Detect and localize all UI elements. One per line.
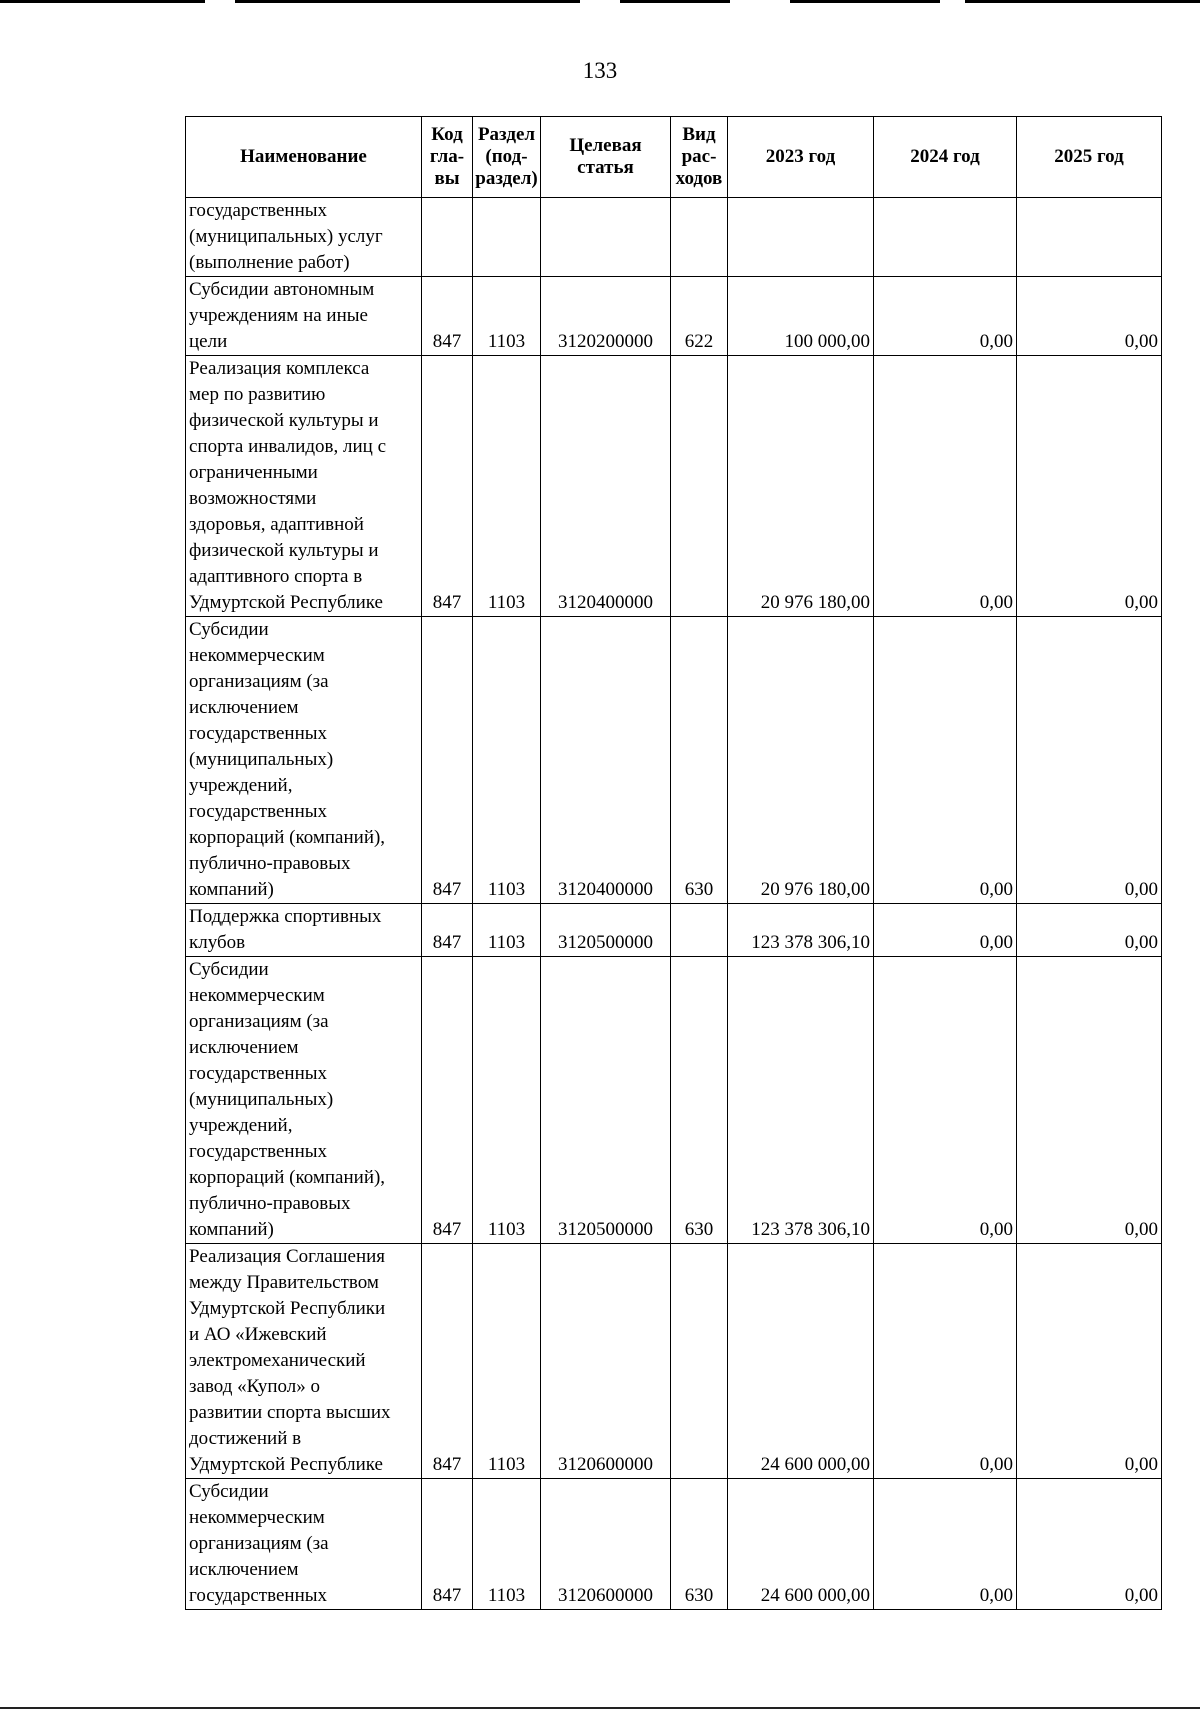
name-line: организациям (за [189,671,329,692]
name-line: Поддержка спортивных [189,906,382,927]
cell-section: 1103 [473,1244,541,1479]
cell-chapter-code: 847 [422,1244,473,1479]
cell-expense-type [671,198,728,277]
cell-amount-2025: 0,00 [1017,904,1162,957]
name-line: Субсидии [189,1481,269,1502]
cell-name [186,198,422,277]
header-chapter-code: Код гла- вы [422,117,473,198]
name-line: (муниципальных) [189,1089,334,1110]
header-2025: 2025 год [1017,117,1162,198]
cell-amount-2025 [1017,198,1162,277]
cell-amount-2025: 0,00 [1017,356,1162,617]
cell-chapter-code: 847 [422,277,473,356]
cell-target-article: 3120400000 [541,356,671,617]
name-line: компаний) [189,1219,274,1240]
cell-section: 1103 [473,277,541,356]
cell-amount-2023: 24 600 000,00 [728,1479,874,1610]
cell-amount-2025: 0,00 [1017,1244,1162,1479]
cell-amount-2024: 0,00 [874,904,1017,957]
cell-expense-type: 630 [671,957,728,1244]
cell-amount-2025: 0,00 [1017,957,1162,1244]
name-line: государственных [189,801,328,822]
cell-name [186,1244,422,1479]
cell-section [473,198,541,277]
cell-target-article: 3120600000 [541,1479,671,1610]
cell-expense-type [671,904,728,957]
name-line: развитии спорта высших [189,1402,391,1423]
cell-chapter-code [422,198,473,277]
name-line: Субсидии [189,619,269,640]
cell-section: 1103 [473,1479,541,1610]
name-line: некоммерческим [189,1507,325,1528]
cell-name [186,957,422,1244]
table-body [186,198,1162,1610]
name-line: компаний) [189,879,274,900]
cell-amount-2024: 0,00 [874,277,1017,356]
cell-expense-type [671,356,728,617]
cell-amount-2023: 20 976 180,00 [728,356,874,617]
cell-amount-2024: 0,00 [874,1479,1017,1610]
cell-target-article: 3120500000 [541,957,671,1244]
cell-target-article: 3120200000 [541,277,671,356]
table-row [186,617,1162,904]
name-line: Удмуртской Республике [189,1454,383,1475]
name-line: ограниченными [189,462,318,483]
name-line: исключением [189,1559,299,1580]
cell-amount-2023: 123 378 306,10 [728,904,874,957]
name-line: учреждений, [189,1115,293,1136]
name-line: электромеханический [189,1350,366,1371]
name-line: учреждениям на иные [189,305,368,326]
header-section: Раздел (под- раздел) [473,117,541,198]
table-row [186,1244,1162,1479]
name-line: Удмуртской Республике [189,592,383,613]
cell-target-article: 3120500000 [541,904,671,957]
name-line: Субсидии [189,959,269,980]
cell-chapter-code: 847 [422,617,473,904]
name-line: физической культуры и [189,540,379,561]
header-target-article: Целевая статья [541,117,671,198]
name-line: корпораций (компаний), [189,1167,386,1188]
cell-chapter-code: 847 [422,957,473,1244]
name-line: организациям (за [189,1533,329,1554]
name-line: исключением [189,1037,299,1058]
cell-name [186,1479,422,1610]
cell-expense-type: 622 [671,277,728,356]
name-line: адаптивного спорта в [189,566,363,587]
cell-chapter-code: 847 [422,356,473,617]
name-line: спорта инвалидов, лиц с [189,436,387,457]
table-row [186,277,1162,356]
name-line: государственных [189,723,328,744]
table-row [186,1479,1162,1610]
cell-amount-2024: 0,00 [874,957,1017,1244]
name-line: Удмуртской Республики [189,1298,386,1319]
scan-border-gap [940,0,965,3]
name-line: завод «Купол» о [189,1376,321,1397]
name-line: государственных [189,1585,328,1606]
name-line: некоммерческим [189,985,325,1006]
cell-target-article: 3120400000 [541,617,671,904]
name-line: достижений в [189,1428,302,1449]
name-line: Реализация Соглашения [189,1246,386,1267]
header-2024: 2024 год [874,117,1017,198]
scan-border-gap [205,0,235,3]
cell-amount-2025: 0,00 [1017,617,1162,904]
cell-section: 1103 [473,957,541,1244]
name-line: государственных [189,1063,328,1084]
name-line: клубов [189,932,246,953]
cell-name [186,277,422,356]
table-header [186,117,1162,198]
cell-amount-2023: 100 000,00 [728,277,874,356]
table-row [186,957,1162,1244]
scan-border-gap [730,0,790,3]
cell-amount-2025: 0,00 [1017,1479,1162,1610]
cell-amount-2024: 0,00 [874,1244,1017,1479]
name-line: (муниципальных) [189,749,334,770]
header-expense-type: Вид рас- ходов [671,117,728,198]
cell-section: 1103 [473,617,541,904]
cell-expense-type [671,1244,728,1479]
cell-amount-2024: 0,00 [874,617,1017,904]
name-line: некоммерческим [189,645,325,666]
name-line: (муниципальных) услуг [189,226,383,247]
cell-amount-2023: 123 378 306,10 [728,957,874,1244]
cell-amount-2023 [728,198,874,277]
cell-amount-2024: 0,00 [874,356,1017,617]
cell-amount-2025: 0,00 [1017,277,1162,356]
cell-name [186,617,422,904]
cell-expense-type: 630 [671,617,728,904]
cell-amount-2023: 20 976 180,00 [728,617,874,904]
cell-amount-2023: 24 600 000,00 [728,1244,874,1479]
name-line: между Правительством [189,1272,379,1293]
name-line: учреждений, [189,775,293,796]
name-line: возможностями [189,488,317,509]
header-name: Наименование [186,117,422,198]
name-line: (выполнение работ) [189,252,350,273]
cell-chapter-code: 847 [422,1479,473,1610]
cell-expense-type: 630 [671,1479,728,1610]
cell-section: 1103 [473,356,541,617]
name-line: здоровья, адаптивной [189,514,364,535]
name-line: государственных [189,1141,328,1162]
name-line: и АО «Ижевский [189,1324,327,1345]
cell-amount-2024 [874,198,1017,277]
cell-target-article: 3120600000 [541,1244,671,1479]
name-line: государственных [189,200,328,221]
cell-name [186,356,422,617]
name-line: исключением [189,697,299,718]
name-line: цели [189,331,228,352]
name-line: организациям (за [189,1011,329,1032]
name-line: публично-правовых [189,853,351,874]
cell-chapter-code: 847 [422,904,473,957]
name-line: Субсидии автономным [189,279,375,300]
name-line: корпораций (компаний), [189,827,386,848]
table-row [186,356,1162,617]
table-row [186,904,1162,957]
name-line: Реализация комплекса [189,358,370,379]
name-line: физической культуры и [189,410,379,431]
page-number: 133 [582,58,618,83]
cell-section: 1103 [473,904,541,957]
table-row [186,198,1162,277]
name-line: мер по развитию [189,384,326,405]
name-line: публично-правовых [189,1193,351,1214]
budget-table [185,116,1162,1610]
header-2023: 2023 год [728,117,874,198]
scan-border-gap [580,0,620,3]
cell-name [186,904,422,957]
cell-target-article [541,198,671,277]
